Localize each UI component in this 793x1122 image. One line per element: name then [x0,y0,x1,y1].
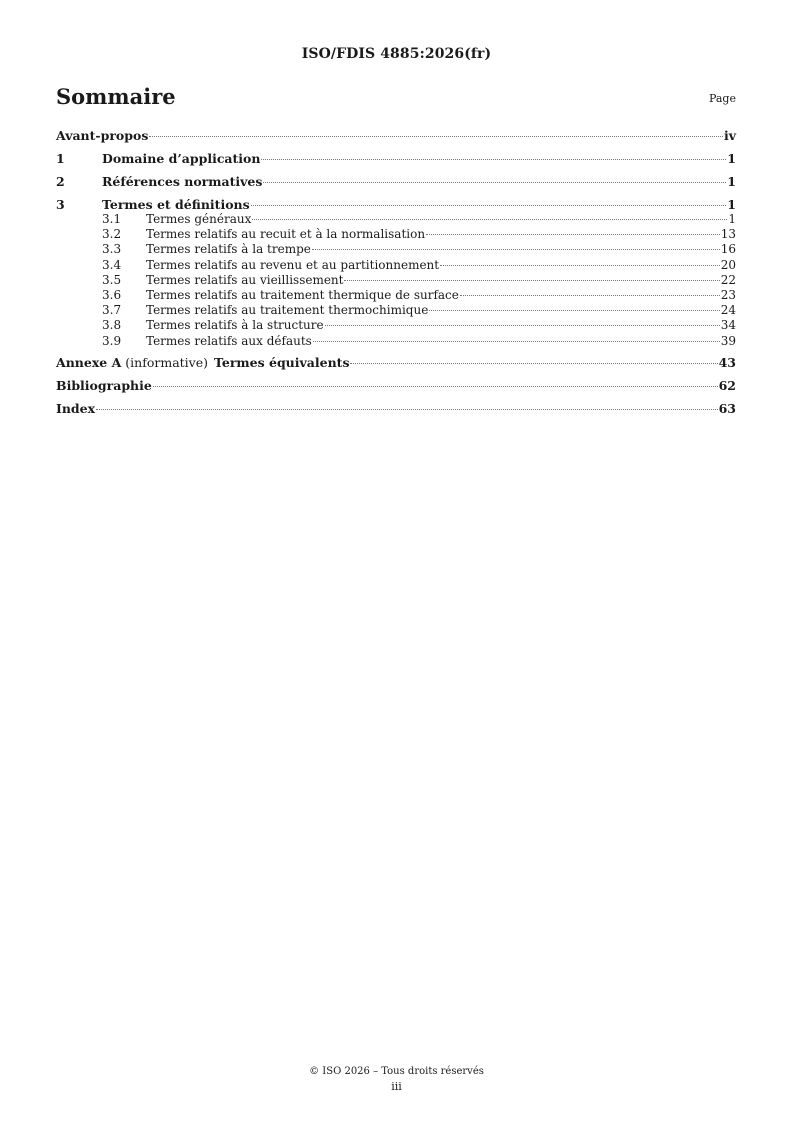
toc-subentry-label: Termes relatifs au traitement thermochimique [146,303,429,318]
toc-entry-number: 3 [56,197,65,212]
toc-entry-bibliography[interactable] [56,378,736,393]
toc-subentry-number: 3.4 [102,257,122,272]
toc-entry-number: 2 [56,174,65,189]
toc-subentry-number: 3.1 [102,212,122,226]
dot-leader [261,159,726,160]
toc-subentry-3-4[interactable] [56,258,736,273]
toc-subentry-number: 3.3 [102,242,122,257]
dot-leader [344,280,719,281]
dot-leader [350,363,717,364]
toc-entry-foreword[interactable] [56,128,736,143]
toc-subentry-label: Termes généraux [146,212,252,226]
dot-leader [426,234,720,235]
toc-entry-page: 1 [727,174,736,189]
toc-entry-index[interactable] [56,401,736,416]
dot-leader [429,310,719,311]
toc-entry-number: 1 [56,151,65,166]
toc-entry-label: Avant-propos [56,128,149,143]
document-header: ISO/FDIS 4885:2026(fr) [301,46,492,62]
dot-leader [325,325,720,326]
toc-entry-page: 1 [727,197,736,212]
dot-leader [252,219,727,220]
toc-subentry-label: Termes relatifs à la structure [146,318,324,333]
toc-entry-label: Domaine d’application [102,151,261,166]
toc-subentry-number: 3.6 [102,287,122,302]
toc-subentry-number: 3.9 [102,333,122,348]
page-column-label: Page [708,92,736,105]
toc-entry-label: Bibliographie [56,377,152,393]
toc-subentry-3-6[interactable] [56,288,736,303]
toc-entry-label: Index [56,400,96,416]
toc-subentry-page: 22 [720,272,736,287]
toc-entry-label: Termes et définitions [102,197,250,212]
toc-subentry-page: 1 [728,212,736,226]
toc-entry-page: 63 [718,400,736,416]
toc-heading [56,84,736,114]
toc-subentry-3-8[interactable] [56,318,736,333]
toc-subentry-number: 3.2 [102,227,122,242]
toc-subentry-3-3[interactable] [56,242,736,257]
copyright-notice: © ISO 2026 – Tous droits réservés [309,1066,484,1077]
toc-entry-label: Références normatives [102,174,263,189]
toc-entry-section-3[interactable] [56,197,736,212]
toc-subentry-page: 34 [720,318,736,333]
toc-subentry-label: Termes relatifs au revenu et au partitionnement [146,257,440,272]
page-title: Sommaire [56,84,176,109]
toc-entry-page: 1 [727,151,736,166]
toc-subentry-page: 20 [720,257,736,272]
toc-entry-section-1[interactable] [56,151,736,166]
dot-leader [153,386,718,387]
toc-subentry-page: 23 [720,287,736,302]
toc-entry-page: 62 [718,377,736,393]
toc-entry-annex-a[interactable] [56,355,736,370]
annex-prefix: Annexe A [56,354,122,370]
toc-subentry-label: Termes relatifs au traitement thermique de surface [146,287,459,302]
dot-leader [460,295,720,296]
toc-entry-label: Termes équivalents [214,354,350,370]
toc-entry-page: iv [723,128,736,143]
toc-subentry-number: 3.8 [102,318,122,333]
toc-subentry-3-2[interactable] [56,227,736,242]
toc-subentry-number: 3.7 [102,303,122,318]
toc-subentry-label: Termes relatifs au vieillissement [146,272,344,287]
toc-subentry-page: 13 [720,227,736,242]
toc-entry-section-2[interactable] [56,174,736,189]
page-footer [0,1066,793,1093]
toc-entry-page: 43 [718,354,736,370]
toc-subentry-label: Termes relatifs au recuit et à la normalisation [146,227,426,242]
table-of-contents [56,128,736,416]
toc-subentry-3-9[interactable] [56,334,736,349]
dot-leader [313,341,720,342]
toc-subentry-3-1[interactable] [56,212,736,227]
toc-subentry-label: Termes relatifs à la trempe [146,242,311,257]
toc-subentry-3-7[interactable] [56,303,736,318]
dot-leader [312,249,720,250]
toc-subentry-page: 39 [720,333,736,348]
dot-leader [251,205,727,206]
dot-leader [149,136,723,137]
toc-subentry-page: 16 [720,242,736,257]
dot-leader [263,182,726,183]
toc-subentry-page: 24 [720,303,736,318]
dot-leader [96,409,718,410]
annex-type: (informative) [125,354,209,370]
toc-subentry-number: 3.5 [102,272,122,287]
dot-leader [440,265,720,266]
toc-subentry-label: Termes relatifs aux défauts [146,333,312,348]
toc-subentry-3-5[interactable] [56,273,736,288]
page-number: iii [391,1080,402,1093]
